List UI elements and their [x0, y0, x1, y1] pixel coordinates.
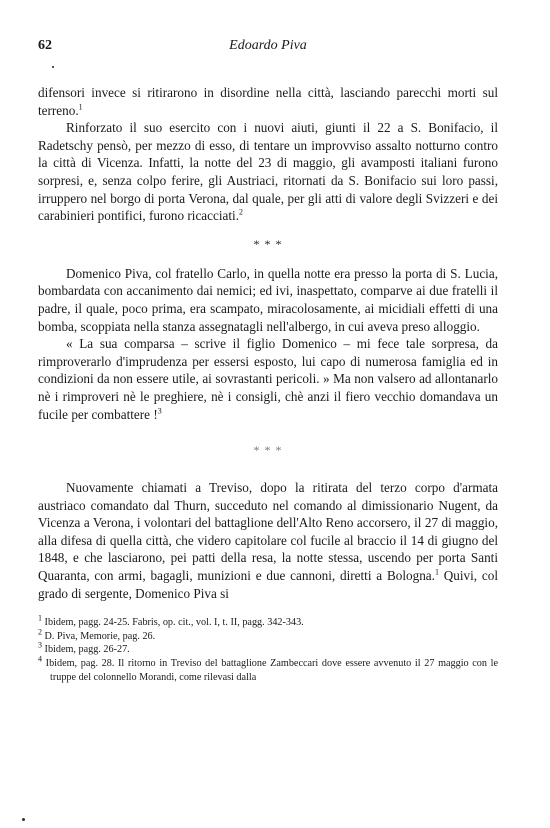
footnote-2: $^2$ D. Piva, Memorie, pag. 26.	[38, 627, 156, 642]
section-separator: * * *	[253, 236, 283, 251]
paragraph-3: Domenico Piva, col fratello Carlo, in quella notte era presso la porta di S. Lucia, bombardata con accanimento dai nemici; ed ivi, inaspettato, comparve ai due fratelli il padre, il quale, poco prima, era scampato, miracolosamente, ai micidiali effetti di una bomba, scoppiata nella stanza assegnatagli nell'albergo, in cui aveva preso alloggio.	[38, 265, 498, 334]
footnote-4: $^4$ Ibidem, pag. 28. Il ritorno in Treviso del battaglione Zambeccari dove essere avvenuto il 27 maggio con le truppe del colonnello Morandi, come rilevasi dalla	[38, 654, 499, 683]
footnotes	[38, 613, 499, 684]
footnote-ref-3: 3	[157, 406, 162, 416]
paragraph-1: difensori invece si ritirarono in disordine nella città, lasciando parecchi morti sul terreno.$^1$	[38, 85, 498, 118]
body-text	[38, 84, 498, 602]
page	[38, 36, 498, 684]
page-number: 62	[38, 38, 52, 53]
footnote-ref-4: 1	[434, 567, 439, 577]
running-title: Edoardo Piva	[229, 38, 307, 53]
paragraph-2: Rinforzato il suo esercito con i nuovi aiuti, giunti il 22 a S. Bonifacio, il Radetschy pensò, per mezzo di esso, di tentare un improvviso assalto notturno contro la città di Vicenza. Infatti, la notte del 23 di maggio, gli avamposti italiani furono sorpresi, e, senza colpo ferire, gli Austriaci, ritornati da S. Bonifacio sui loro passi, irruppero nel borgo di porta Verona, dal quale, per gli atti di valore degli Svizzeri e dei carabinieri pontifici, furono ricacciati.$^2$	[38, 120, 498, 224]
section-separator: * * *	[253, 443, 283, 458]
footnote-ref-1: 1	[78, 102, 83, 112]
footnote-ref-2: 2	[239, 207, 244, 217]
footnote-1: $^1$ Ibidem, pagg. 24-25. Fabris, op. cit., vol. I, t. II, pagg. 342-343.	[38, 613, 304, 629]
paragraph-5: Nuovamente chiamati a Treviso, dopo la ritirata del terzo corpo d'armata austriaco comandato dal Thurn, succeduto nel comando al dimissionario Nugent, da Vicenza a Verona, i volontari del battaglione dell'Alto Reno accorsero, il 27 di maggio, alla difesa di quella città, che videro capitolare col fucile al braccio il 14 di giugno del 1848, e che lasciarono, pei patti della resa, la notte stessa, uscendo per porta Santi Quaranta, con armi, bagagli, munizioni e due cannoni, diretti a Bologna.$^1$ Quivi, col grado di sergente, Domenico Piva si	[38, 480, 498, 601]
header-mark	[52, 66, 54, 68]
page-header	[38, 36, 498, 60]
paragraph-4: « La sua comparsa – scrive il figlio Domenico – mi fece tale sorpresa, da rimproverarlo d'imprudenza per essersi esposto, lui capo di numerosa famiglia ed in condizioni da non essere utile, ai sovrastanti pericoli. » Ma non valsero ad allontanarlo nè i rimproveri nè le preghiere, nè i consigli, chè anzi il fiero vecchio domandava un fucile per combattere !$^3$	[38, 336, 498, 422]
margin-speck	[22, 818, 25, 821]
footnote-3: $^3$ Ibidem, pagg. 26-27.	[38, 641, 130, 656]
